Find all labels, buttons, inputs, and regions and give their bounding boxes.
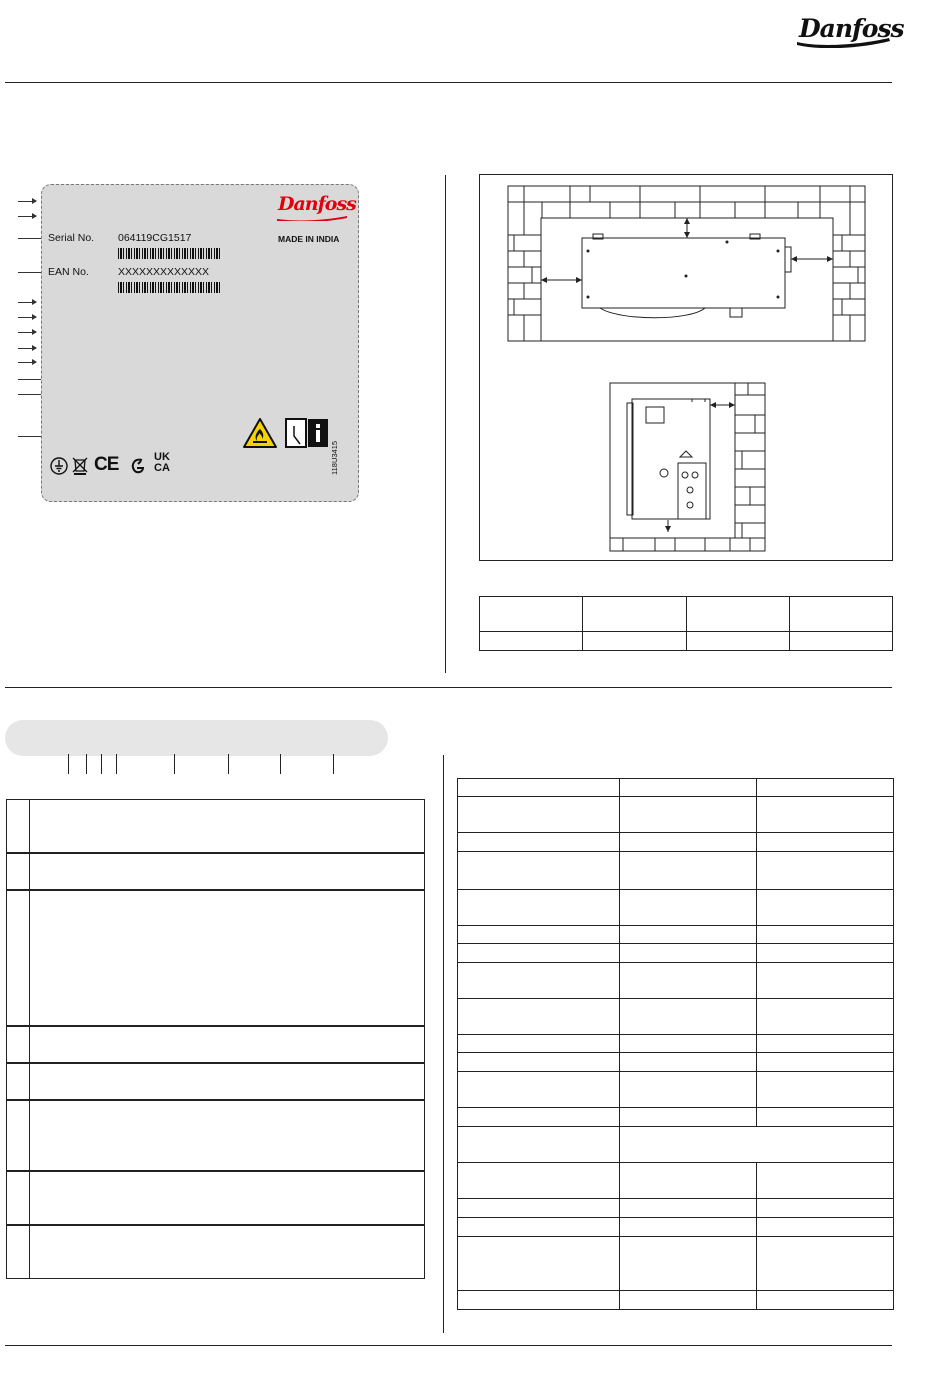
callout-arrow xyxy=(18,216,36,217)
header-rule xyxy=(5,82,892,83)
clearance-table xyxy=(479,596,893,651)
table-cell xyxy=(583,597,686,632)
brand-logo xyxy=(793,8,904,48)
column-divider-top xyxy=(445,175,446,673)
installation-clearance-figure xyxy=(479,174,893,561)
document-code: 118U3415 xyxy=(330,440,339,475)
table-cell xyxy=(757,797,894,833)
table-cell xyxy=(619,1199,757,1218)
table-cell xyxy=(757,1053,894,1072)
code-row xyxy=(6,853,425,890)
table-cell xyxy=(619,852,757,890)
weee-bin-icon xyxy=(72,456,88,476)
nameplate-brand: Danfoss xyxy=(278,193,356,215)
ean-barcode xyxy=(118,282,221,293)
table-cell xyxy=(619,1237,757,1291)
table-cell xyxy=(480,597,583,632)
table-cell xyxy=(458,1199,620,1218)
flammable-warning-icon xyxy=(242,417,278,449)
table-cell xyxy=(757,1035,894,1053)
table-cell xyxy=(619,779,757,797)
section-rule xyxy=(5,687,892,688)
table-cell xyxy=(757,1199,894,1218)
table-cell xyxy=(480,632,583,651)
column-divider-bottom xyxy=(443,755,444,1333)
table-cell xyxy=(458,1237,620,1291)
table-cell xyxy=(757,1291,894,1310)
table-cell xyxy=(619,1291,757,1310)
footer-rule xyxy=(5,1345,892,1346)
ground-symbol-icon xyxy=(50,457,68,475)
code-position-tick xyxy=(333,754,334,774)
table-cell xyxy=(458,1108,620,1127)
code-row xyxy=(6,1171,425,1225)
code-row xyxy=(6,1100,425,1171)
table-cell xyxy=(757,1218,894,1237)
code-position-tick xyxy=(174,754,175,774)
table-cell xyxy=(458,890,620,926)
table-cell xyxy=(619,926,757,944)
code-position-tick xyxy=(86,754,87,774)
ean-label: EAN No. xyxy=(48,266,89,278)
brand-logo-text: Danfoss xyxy=(799,14,904,43)
callout-arrow xyxy=(18,317,36,318)
table-cell xyxy=(619,1053,757,1072)
code-position-tick xyxy=(280,754,281,774)
table-cell xyxy=(619,1218,757,1237)
table-cell xyxy=(757,1108,894,1127)
table-cell xyxy=(458,999,620,1035)
code-row xyxy=(6,890,425,1026)
table-cell xyxy=(757,1237,894,1291)
table-cell xyxy=(619,1163,757,1199)
eac-mark-icon xyxy=(130,457,146,475)
table-cell xyxy=(458,1035,620,1053)
table-cell xyxy=(619,1127,893,1163)
table-cell xyxy=(619,797,757,833)
code-position-tick xyxy=(101,754,102,774)
table-cell xyxy=(757,890,894,926)
table-cell xyxy=(757,963,894,999)
nameplate-logo-swoosh-icon xyxy=(276,215,348,221)
table-cell xyxy=(686,597,789,632)
table-cell xyxy=(757,779,894,797)
ean-value: XXXXXXXXXXXXX xyxy=(118,266,210,278)
table-cell xyxy=(458,1218,620,1237)
table-cell xyxy=(458,797,620,833)
nameplate-body xyxy=(41,184,359,502)
table-cell xyxy=(619,1035,757,1053)
table-cell xyxy=(757,926,894,944)
table-cell xyxy=(619,1108,757,1127)
table-cell xyxy=(757,1163,894,1199)
table-cell xyxy=(458,1127,620,1163)
serial-label: Serial No. xyxy=(48,232,95,244)
callout-arrow xyxy=(18,332,36,333)
code-row xyxy=(6,1026,425,1063)
table-cell xyxy=(458,852,620,890)
made-in-label: MADE IN INDIA xyxy=(278,234,340,244)
code-row xyxy=(6,1225,425,1279)
ukca-mark-ca: CA xyxy=(154,462,170,474)
table-cell xyxy=(458,779,620,797)
table-cell xyxy=(619,944,757,963)
clearance-diagram-drawing xyxy=(480,175,894,562)
ukca-mark-uk: UK xyxy=(154,451,170,463)
table-cell xyxy=(458,1053,620,1072)
table-cell xyxy=(583,632,686,651)
table-cell xyxy=(458,963,620,999)
code-row xyxy=(6,799,425,853)
callout-arrow xyxy=(18,302,36,303)
table-cell xyxy=(757,944,894,963)
table-cell xyxy=(619,963,757,999)
table-cell xyxy=(789,597,892,632)
code-position-tick xyxy=(228,754,229,774)
code-row xyxy=(6,1063,425,1100)
code-position-tick xyxy=(116,754,117,774)
read-manual-icon xyxy=(284,416,330,450)
table-cell xyxy=(686,632,789,651)
table-cell xyxy=(757,1072,894,1108)
table-cell xyxy=(619,890,757,926)
table-cell xyxy=(757,833,894,852)
table-cell xyxy=(619,1072,757,1108)
code-position-tick xyxy=(68,754,69,774)
table-cell xyxy=(458,833,620,852)
callout-arrow xyxy=(18,201,36,202)
serial-barcode xyxy=(118,248,221,259)
table-cell xyxy=(619,833,757,852)
callout-arrow xyxy=(18,348,36,349)
table-cell xyxy=(757,852,894,890)
specification-table xyxy=(457,778,894,1310)
table-cell xyxy=(458,944,620,963)
table-cell xyxy=(789,632,892,651)
section-heading-pill xyxy=(5,720,388,756)
ce-mark: CE xyxy=(94,454,119,475)
callout-arrow xyxy=(18,362,36,363)
table-cell xyxy=(458,1291,620,1310)
table-cell xyxy=(458,1072,620,1108)
table-cell xyxy=(458,926,620,944)
table-cell xyxy=(619,999,757,1035)
table-cell xyxy=(757,999,894,1035)
serial-value: 064119CG1517 xyxy=(118,232,192,244)
table-cell xyxy=(458,1163,620,1199)
